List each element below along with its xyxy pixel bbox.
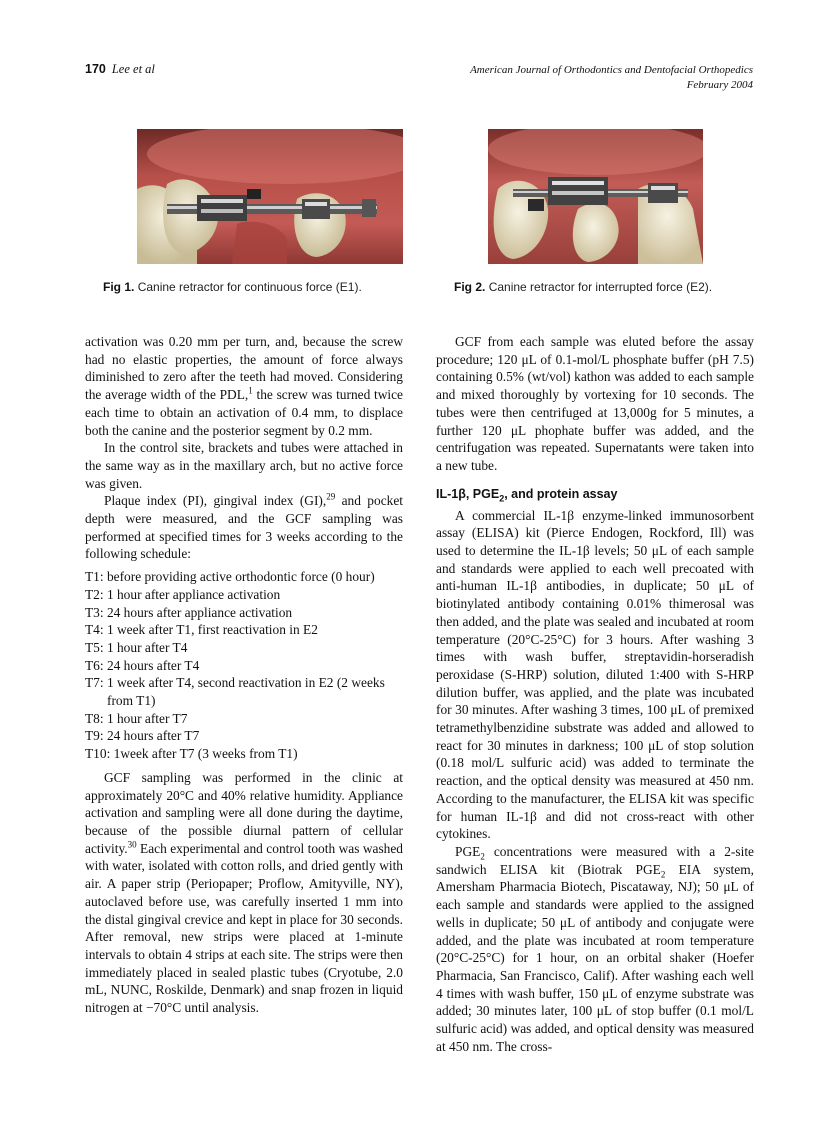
sampling-schedule <box>85 568 403 763</box>
right-column <box>436 333 754 1055</box>
figure-2-caption-text: Canine retractor for interrupted force (E2). <box>488 280 713 294</box>
running-header-right <box>470 63 753 93</box>
page-number: 170 <box>85 62 106 76</box>
running-header-left <box>85 62 155 77</box>
paragraph-gcf-sampling: GCF sampling was performed in the clinic at approximately 20°C and 40% relative humidity. Appliance activation and sampling were all done during the daytime, because of the possible diurnal pattern of cellular activity.$^{30}$ Each experimental and control tooth was washed with water, isolated with cotton rolls, and dried gently with air. A paper strip (Periopaper; Proflow, Amityville, NY), autoclaved before use, was carefully inserted 1 mm into the distal gingival crevice and kept in place for 30 seconds. After removal, new strips were placed at 1-minute intervals to obtain 4 strips at each site. The strips were then immediately placed in sealed plastic tubes (Cryotube, 2.0 mL, NUNC, Roskilde, Denmark) and snap frozen in liquid nitrogen at −70°C until analysis. <box>85 769 403 1016</box>
paragraph-elution: GCF from each sample was eluted before the assay procedure; 120 μL of 0.1-mol/L phosphate buffer (pH 7.5) containing 0.5% (wt/vol) kathon was added to each sample and mixed thoroughly by vortexing for 10 seconds. The tubes were then centrifuged at 13,000g for 5 minutes, a further 120 μL phophate buffer was added, and the centrifugation was repeated. Supernatants were taken into a new tube. <box>436 334 754 473</box>
schedule-item: T6: 24 hours after T4 <box>85 657 200 673</box>
figure-2-caption <box>454 280 712 294</box>
journal-title: American Journal of Orthodontics and Dentofacial Orthopedics <box>470 64 753 76</box>
section-heading-assay: IL-1β, $PGE_2$, and protein assay <box>436 486 618 504</box>
schedule-item: T2: 1 hour after appliance activation <box>85 586 281 602</box>
figure-2-label: Fig 2. <box>454 280 486 294</box>
figure-1-label: Fig 1. <box>103 280 135 294</box>
schedule-item: T9: 24 hours after T7 <box>85 728 200 744</box>
left-column <box>85 333 403 1017</box>
schedule-item: T8: 1 hour after T7 <box>85 710 188 726</box>
issue-date: February 2004 <box>686 79 753 91</box>
schedule-item: T5: 1 hour after T4 <box>85 639 188 655</box>
schedule-item: T7: 1 week after T4, second reactivation in E2 (2 weeks from T1) <box>85 675 385 709</box>
schedule-item: T4: 1 week after T1, first reactivation in E2 <box>85 622 318 638</box>
figure-1-photo <box>137 129 403 264</box>
paragraph-control-site: In the control site, brackets and tubes were attached in the same way as in the maxillary arch, but no active force was given. <box>85 440 403 491</box>
figure-1-caption <box>103 280 362 294</box>
paragraph-indices: Plaque index (PI), gingival index (GI),$^{29}$ and pocket depth were measured, and the GCF sampling was performed at specified times for 3 weeks according to the following schedule: <box>85 491 403 562</box>
paragraph-activation: activation was 0.20 mm per turn, and, because the screw had no elastic properties, the amount of force always diminished to zero after the teeth had moved. Considering the average width of the PDL,$^1$ the screw was turned twice each time to obtain an activation of 0.4 mm, to displace both the canine and the posterior segment by 0.2 mm. <box>85 334 403 438</box>
paragraph-il1b-elisa: A commercial IL-1β enzyme-linked immunosorbent assay (ELISA) kit (Pierce Endogen, Rockford, Ill) was used to determine the IL-1β levels; 50 μL of each sample and standards were applied to each well precoated with anti-human IL-1β antibodies, in duplicate; 50 μL of biotinylated antibody containing 0.01% thimerosal was then added, and the plate was sealed and incubated at room temperature (20°C-25°C) for 3 hours. After washing 3 times with wash buffer, streptavidin-horseradish peroxidase (S-HRP) solution, diluted 1:400 with S-HRP dilution buffer, was applied, and the plate was incubated for 30 minutes. After washing 3 times, 100 μL of premixed tetramethylbenzidine substrate was added and allowed to react for 30 minutes in darkness; 100 μL of stop solution (0.18 mol/L sulfuric acid) was added to terminate the reaction, and the optical density was measured at 450 nm. According to the manufacturer, the ELISA kit was specific for human IL-1β and did not cross-react with other cytokines. <box>436 507 754 842</box>
figure-1-caption-text: Canine retractor for continuous force (E1). <box>137 280 362 294</box>
running-authors: Lee et al <box>111 62 155 76</box>
schedule-item: T3: 24 hours after appliance activation <box>85 604 293 620</box>
schedule-item: T1: before providing active orthodontic force (0 hour) <box>85 569 375 585</box>
paragraph-pge2-elisa: $PGE_2$ concentrations were measured with a 2-site sandwich ELISA kit (Biotrak $PGE_2$ EIA system, Amersham Pharmacia Biotech, Piscataway, NJ); 50 μL of each sample and standards were applied to the assigned wells in duplicate; 50 μL of antibody and conjugate were added, and the plate was incubated at room temperature (20°C-25°C) for 1 hour, on an orbital shaker (Hoefer Pharmacia, San Francisco, Calif). After washing each well 4 times with wash buffer, 150 μL of enzyme substrate was added; 30 minutes later, 100 μL of stop buffer (0.1 mol/L sulfuric acid) was added, and optical density was measured at 450 nm. The cross- <box>436 843 754 1054</box>
schedule-item: T10: 1week after T7 (3 weeks from T1) <box>85 746 298 762</box>
figure-2-photo <box>488 129 703 264</box>
